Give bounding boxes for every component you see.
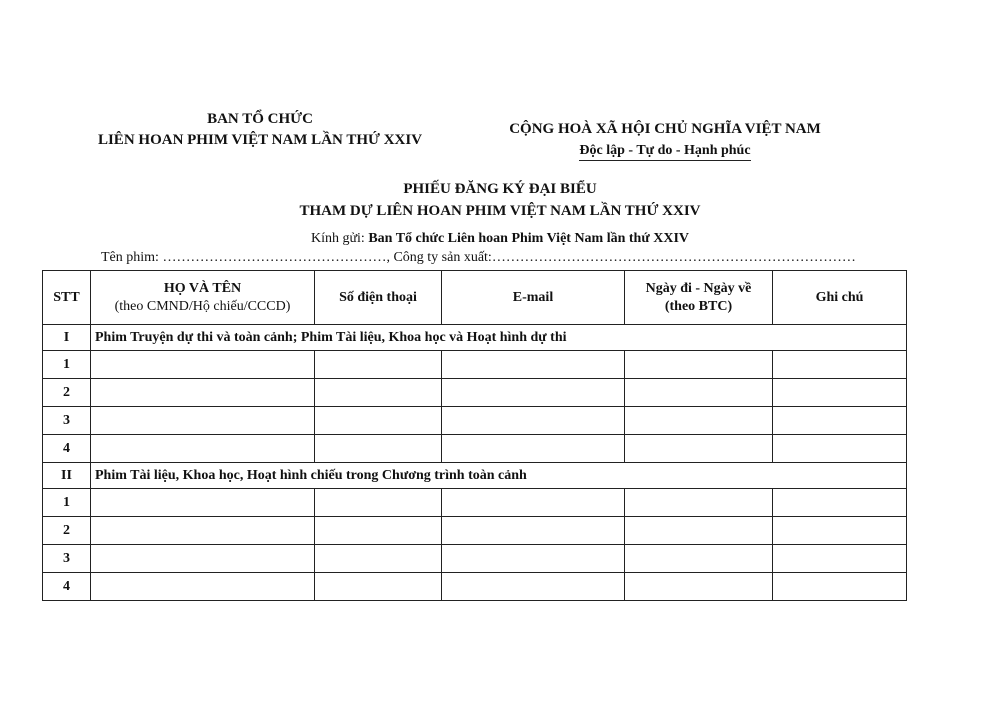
row-number: 1 (43, 351, 91, 379)
phone-cell[interactable] (315, 435, 442, 463)
email-cell[interactable] (442, 435, 625, 463)
header-name-sub: (theo CMND/Hộ chiếu/CCCD) (114, 298, 291, 314)
dates-cell[interactable] (625, 407, 773, 435)
email-cell[interactable] (442, 517, 625, 545)
table-row (43, 351, 907, 379)
header-email: E-mail (442, 271, 625, 325)
film-name-field[interactable]: ………………………………………… (162, 250, 387, 265)
phone-cell[interactable] (315, 545, 442, 573)
dates-cell[interactable] (625, 573, 773, 601)
section-row-1 (43, 325, 907, 351)
header-dates-sub: (theo BTC) (664, 298, 733, 314)
company-label: Công ty sản xuất: (393, 250, 492, 265)
national-title: CỘNG HOÀ XÃ HỘI CHỦ NGHĨA VIỆT NAM (509, 121, 821, 137)
dates-cell[interactable] (625, 545, 773, 573)
table-row (43, 489, 907, 517)
table-row (43, 517, 907, 545)
national-header (500, 119, 830, 161)
table-row (43, 573, 907, 601)
email-cell[interactable] (442, 573, 625, 601)
film-info-line: Tên phim: …………………………………………, Công ty sản xuất:…………………………………………………………………… (101, 250, 856, 265)
table-row (43, 379, 907, 407)
dates-cell[interactable] (625, 517, 773, 545)
phone-cell[interactable] (315, 379, 442, 407)
row-number: 2 (43, 517, 91, 545)
form-title (200, 178, 800, 222)
notes-cell[interactable] (773, 573, 907, 601)
notes-cell[interactable] (773, 379, 907, 407)
name-cell[interactable] (91, 379, 315, 407)
section-title: Phim Tài liệu, Khoa học, Hoạt hình chiếu trong Chương trình toàn cảnh (91, 463, 907, 489)
email-cell[interactable] (442, 489, 625, 517)
film-label: Tên phim: (101, 250, 159, 265)
national-motto: Độc lập - Tự do - Hạnh phúc (579, 142, 750, 161)
row-number: 3 (43, 407, 91, 435)
header-dates (625, 271, 773, 325)
row-number: 2 (43, 379, 91, 407)
header-dates-main: Ngày đi - Ngày về (645, 280, 752, 296)
row-number: 4 (43, 435, 91, 463)
section-row-2 (43, 463, 907, 489)
form-title-line-1: PHIẾU ĐĂNG KÝ ĐẠI BIỂU (403, 181, 597, 197)
notes-cell[interactable] (773, 489, 907, 517)
organizer-line-2: LIÊN HOAN PHIM VIỆT NAM LẦN THỨ XXIV (97, 132, 423, 148)
section-number: I (43, 325, 91, 351)
delegate-table (42, 270, 907, 601)
email-cell[interactable] (442, 351, 625, 379)
name-cell[interactable] (91, 545, 315, 573)
name-cell[interactable] (91, 517, 315, 545)
notes-cell[interactable] (773, 407, 907, 435)
email-cell[interactable] (442, 545, 625, 573)
header-name-main: HỌ VÀ TÊN (163, 280, 242, 296)
dates-cell[interactable] (625, 489, 773, 517)
email-cell[interactable] (442, 379, 625, 407)
recipient-value: Ban Tổ chức Liên hoan Phim Việt Nam lần thứ XXIV (368, 231, 690, 246)
section-title: Phim Truyện dự thi và toàn cảnh; Phim Tài liệu, Khoa học và Hoạt hình dự thi (91, 325, 907, 351)
dates-cell[interactable] (625, 379, 773, 407)
phone-cell[interactable] (315, 489, 442, 517)
header-name (91, 271, 315, 325)
dates-cell[interactable] (625, 435, 773, 463)
row-number: 4 (43, 573, 91, 601)
row-number: 3 (43, 545, 91, 573)
table-row (43, 435, 907, 463)
notes-cell[interactable] (773, 545, 907, 573)
section-number: II (43, 463, 91, 489)
recipient-line (200, 231, 800, 247)
table-row (43, 407, 907, 435)
organizer-header (80, 109, 440, 151)
header-stt: STT (43, 271, 91, 325)
header-phone: Số điện thoại (315, 271, 442, 325)
form-title-line-2: THAM DỰ LIÊN HOAN PHIM VIỆT NAM LẦN THỨ XXIV (299, 203, 701, 219)
email-cell[interactable] (442, 407, 625, 435)
company-field[interactable]: …………………………………………………………………… (491, 250, 856, 265)
name-cell[interactable] (91, 435, 315, 463)
name-cell[interactable] (91, 407, 315, 435)
name-cell[interactable] (91, 573, 315, 601)
phone-cell[interactable] (315, 573, 442, 601)
name-cell[interactable] (91, 489, 315, 517)
phone-cell[interactable] (315, 517, 442, 545)
organizer-line-1: BAN TỔ CHỨC (207, 111, 313, 127)
recipient-label: Kính gửi: (310, 231, 365, 246)
phone-cell[interactable] (315, 407, 442, 435)
header-notes: Ghi chú (773, 271, 907, 325)
table-header-row (43, 271, 907, 325)
notes-cell[interactable] (773, 517, 907, 545)
notes-cell[interactable] (773, 351, 907, 379)
name-cell[interactable] (91, 351, 315, 379)
dates-cell[interactable] (625, 351, 773, 379)
row-number: 1 (43, 489, 91, 517)
notes-cell[interactable] (773, 435, 907, 463)
phone-cell[interactable] (315, 351, 442, 379)
table-row (43, 545, 907, 573)
